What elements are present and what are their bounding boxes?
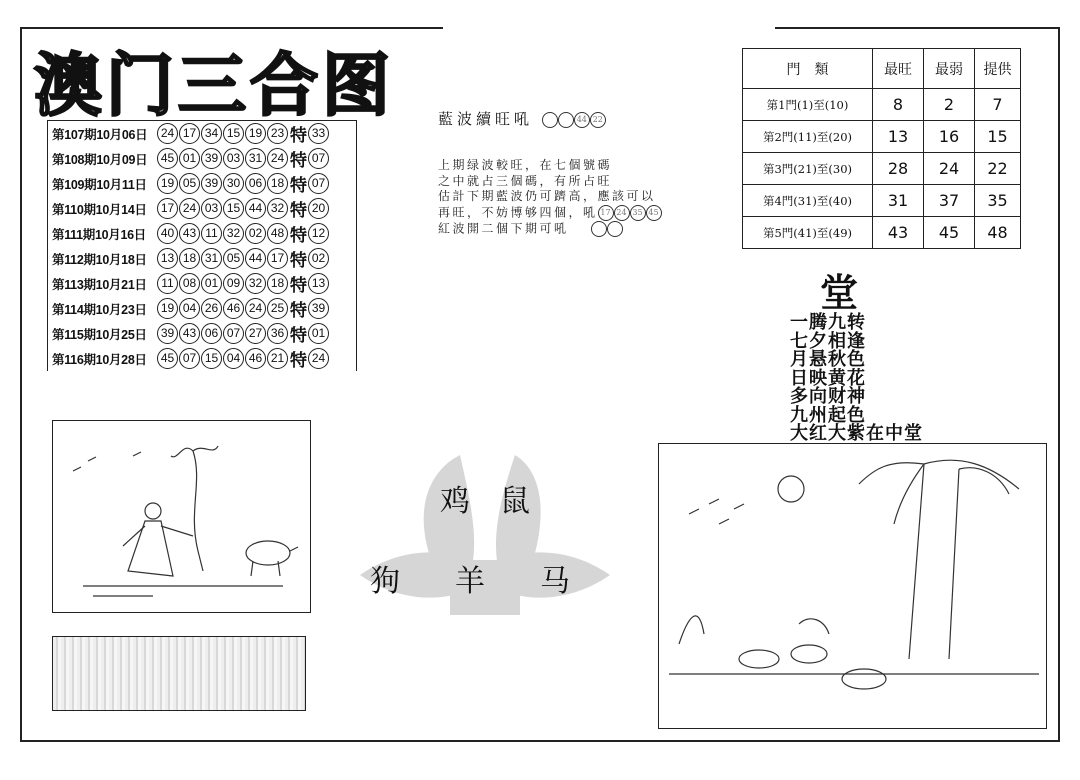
gate-row [743,121,1021,153]
blue-wave-heading [438,108,606,129]
number-ball: 07 [223,323,244,344]
special-label: 特 [290,276,307,295]
number-ball: 27 [245,323,266,344]
draw-date: 第107期10月06日 [52,127,148,142]
frame-right [1058,27,1060,740]
pick-ball: 44 [574,112,590,128]
number-ball: 17 [157,198,178,219]
number-ball: 44 [245,198,266,219]
number-ball: 24 [157,123,178,144]
draw-date: 第110期10月14日 [52,202,147,217]
draw-row [48,196,356,221]
gate-header-cell: 最旺 [873,49,924,89]
number-ball: 24 [245,298,266,319]
analysis-line [438,221,662,237]
special-label: 特 [290,301,307,320]
analysis-line-text: 估計下期藍波仍可躋高，應該可以 [438,189,656,203]
number-ball: 13 [157,248,178,269]
special-ball: 20 [308,198,329,219]
number-ball: 19 [157,298,178,319]
analysis-line-text: 上期绿波較旺，在七個號碼 [438,158,613,172]
special-label: 特 [290,251,307,270]
number-ball: 44 [245,248,266,269]
number-ball: 46 [245,348,266,369]
draw-date: 第108期10月09日 [52,152,148,167]
number-ball: 45 [157,148,178,169]
pick-ball [558,112,574,128]
number-ball: 24 [267,148,288,169]
palm-goats-illustration [658,443,1047,729]
number-ball: 01 [179,148,200,169]
number-ball: 34 [201,123,222,144]
gate-label: 第1門(1)至(10) [743,89,873,121]
number-ball: 08 [179,273,200,294]
number-ball: 18 [179,248,200,269]
gate-cold: 16 [924,121,975,153]
zodiac-goat: 羊 [455,564,485,599]
number-ball: 01 [201,273,222,294]
number-ball: 39 [201,173,222,194]
draw-row [48,321,356,346]
gate-header-cell: 門 類 [743,49,873,89]
number-ball: 32 [267,198,288,219]
number-ball: 48 [267,223,288,244]
number-ball: 04 [179,298,200,319]
number-ball: 18 [267,173,288,194]
analysis-picks [598,205,662,219]
poem-line: 九州起色 [790,404,866,426]
number-ball: 15 [223,198,244,219]
gate-row [743,185,1021,217]
draw-history-table [47,120,357,371]
number-ball: 04 [223,348,244,369]
draw-row [48,146,356,171]
number-ball: 39 [201,148,222,169]
pick-ball: 35 [630,205,646,221]
gate-pick: 22 [975,153,1021,185]
blue-wave-title: 藍波續旺吼 [438,110,534,128]
special-label: 特 [290,126,307,145]
draw-date: 第109期10月11日 [52,177,147,192]
special-ball: 24 [308,348,329,369]
number-ball: 19 [157,173,178,194]
poem-line: 日映黄花 [790,367,866,389]
special-ball: 02 [308,248,329,269]
poem-line: 大红大紫在中堂 [790,423,923,444]
palm-goats-drawing [659,444,1046,728]
gate-hot: 43 [873,217,924,249]
number-ball: 31 [201,248,222,269]
pick-ball: 45 [646,205,662,221]
number-ball: 19 [245,123,266,144]
gate-header-cell: 提供 [975,49,1021,89]
pick-ball: 22 [590,112,606,128]
obscured-text-box [52,636,306,711]
gate-row [743,89,1021,121]
number-ball: 23 [267,123,288,144]
number-ball: 06 [201,323,222,344]
gate-row [743,217,1021,249]
analysis-line [438,158,662,174]
number-ball: 21 [267,348,288,369]
number-ball: 03 [201,198,222,219]
gate-cold: 24 [924,153,975,185]
pick-ball: 17 [598,205,614,221]
draw-row [48,221,356,246]
scholar-pig-drawing [53,421,310,612]
draw-date: 第112期10月18日 [52,252,147,267]
draw-row [48,171,356,196]
gate-table [742,48,1021,249]
gate-header-row [743,49,1021,89]
analysis-line [438,189,662,205]
analysis-line-text: 再旺，不妨博够四個，吼 [438,205,598,219]
number-ball: 11 [157,273,178,294]
number-ball: 40 [157,223,178,244]
gate-label: 第4門(31)至(40) [743,185,873,217]
gate-pick: 35 [975,185,1021,217]
special-label: 特 [290,201,307,220]
special-ball: 12 [308,223,329,244]
number-ball: 15 [223,123,244,144]
draw-date: 第111期10月16日 [52,227,146,242]
frame-top-left [20,27,443,29]
special-ball: 39 [308,298,329,319]
special-ball: 13 [308,273,329,294]
special-ball: 07 [308,148,329,169]
draw-row [48,121,356,146]
analysis-line-text: 紅波開二個下期可吼 [438,221,569,235]
number-ball: 17 [267,248,288,269]
draw-row [48,346,356,371]
gate-cold: 45 [924,217,975,249]
number-ball: 32 [223,223,244,244]
number-ball: 09 [223,273,244,294]
tang-heading: 堂 [820,270,859,315]
gate-header-cell: 最弱 [924,49,975,89]
number-ball: 45 [157,348,178,369]
analysis-text [438,158,662,237]
number-ball: 03 [223,148,244,169]
special-label: 特 [290,326,307,345]
number-ball: 24 [179,198,200,219]
special-label: 特 [290,151,307,170]
zodiac-rat: 鼠 [500,484,530,519]
analysis-line-text: 之中就占三個碼，有所占旺 [438,173,613,188]
zodiac-rooster: 鸡 [440,484,470,519]
page-title: 澳门三合图 [34,47,395,126]
special-label: 特 [290,226,307,245]
special-ball: 33 [308,123,329,144]
draw-row [48,271,356,296]
gate-pick: 7 [975,89,1021,121]
poem [790,314,923,444]
poem-line: 月悬秋色 [790,349,866,370]
pick-ball [607,221,623,237]
blue-wave-picks [542,110,606,128]
poem-line: 一腾九转 [790,312,866,333]
gate-hot: 28 [873,153,924,185]
gate-hot: 31 [873,185,924,217]
special-label: 特 [290,351,307,370]
number-ball: 43 [179,223,200,244]
draw-date: 第115期10月25日 [52,327,147,342]
pick-ball: 24 [614,205,630,221]
special-label: 特 [290,176,307,195]
gate-label: 第2門(11)至(20) [743,121,873,153]
number-ball: 02 [245,223,266,244]
pick-ball [591,221,607,237]
frame-bottom [20,740,1060,742]
number-ball: 43 [179,323,200,344]
zodiac-horse: 马 [540,564,570,599]
gate-pick: 15 [975,121,1021,153]
analysis-line [438,174,662,190]
gate-cold: 2 [924,89,975,121]
draw-date: 第116期10月28日 [52,352,147,367]
gate-hot: 13 [873,121,924,153]
number-ball: 46 [223,298,244,319]
number-ball: 36 [267,323,288,344]
gate-label: 第5門(41)至(49) [743,217,873,249]
frame-left [20,27,22,740]
pick-ball [542,112,558,128]
analysis-line [438,205,662,221]
number-ball: 11 [201,223,222,244]
number-ball: 26 [201,298,222,319]
gate-hot: 8 [873,89,924,121]
zodiac-dog: 狗 [370,564,400,599]
scholar-illustration [52,420,311,613]
draw-row [48,296,356,321]
number-ball: 30 [223,173,244,194]
draw-row [48,246,356,271]
analysis-picks [591,221,623,235]
number-ball: 05 [179,173,200,194]
number-ball: 15 [201,348,222,369]
poem-line: 七夕相逢 [790,330,866,352]
number-ball: 32 [245,273,266,294]
special-ball: 01 [308,323,329,344]
number-ball: 17 [179,123,200,144]
poem-line: 多向财神 [790,386,866,407]
number-ball: 39 [157,323,178,344]
number-ball: 05 [223,248,244,269]
number-ball: 31 [245,148,266,169]
gate-row [743,153,1021,185]
number-ball: 25 [267,298,288,319]
gate-cold: 37 [924,185,975,217]
frame-top-right [775,27,1058,29]
draw-date: 第113期10月21日 [52,277,147,292]
number-ball: 06 [245,173,266,194]
draw-date: 第114期10月23日 [52,302,147,317]
number-ball: 18 [267,273,288,294]
number-ball: 07 [179,348,200,369]
gate-label: 第3門(21)至(30) [743,153,873,185]
gate-pick: 48 [975,217,1021,249]
special-ball: 07 [308,173,329,194]
